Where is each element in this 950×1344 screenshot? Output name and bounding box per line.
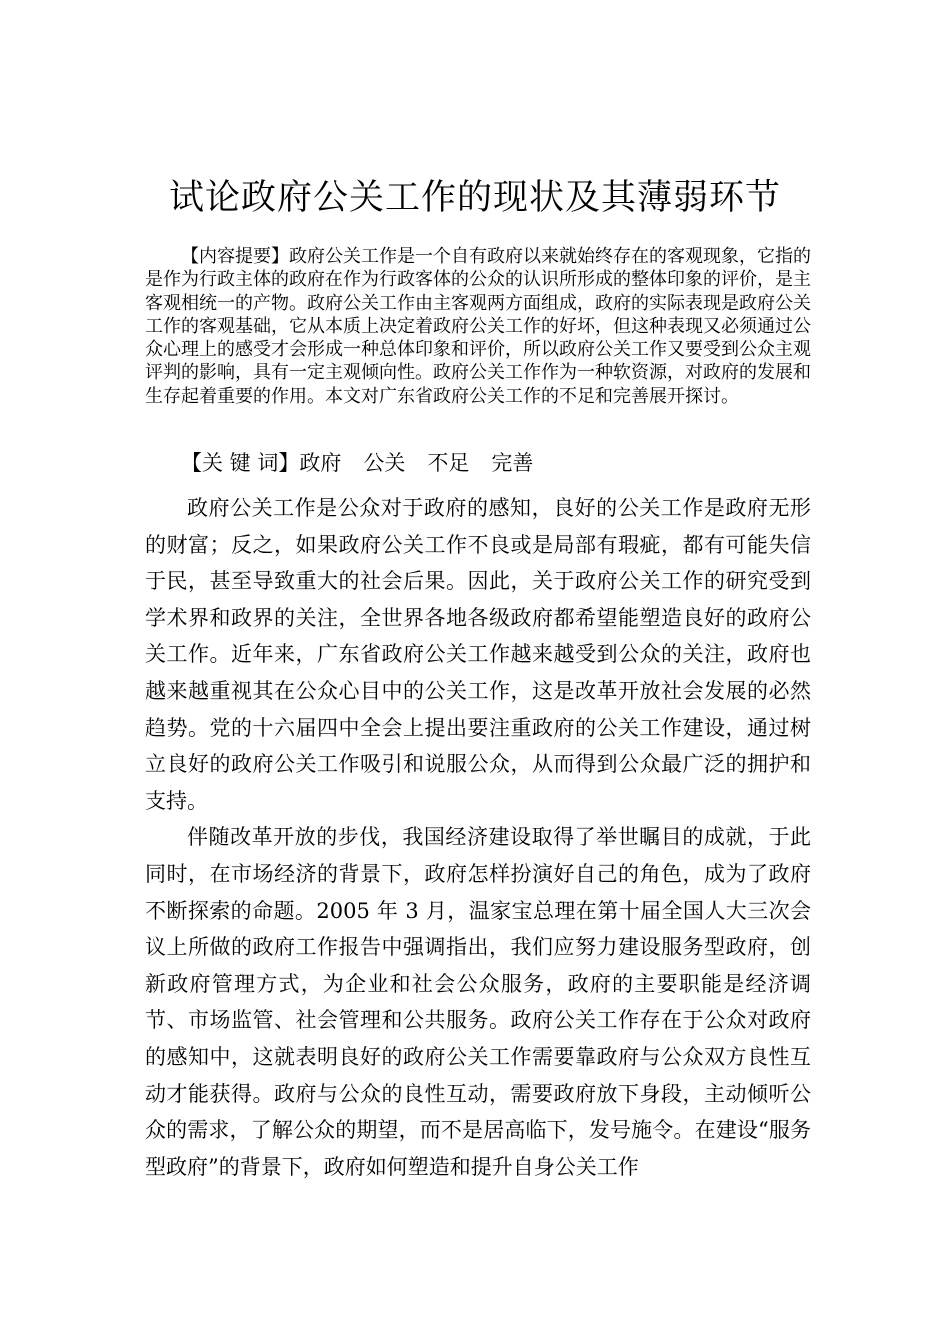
keywords-label: 【关 键 词】 (181, 451, 300, 475)
body-paragraph: 政府公关工作是公众对于政府的感知，良好的公关工作是政府无形的财富；反之，如果政府公关工作不良或是局部有瑕疵，都有可能失信于民，甚至导致重大的社会后果。因此，关于政府公关工作的研究受到学术界和政界的关注，全世界各地各级政府都希望能塑造良好的政府公关工作。近年来，广东省政府公关工作越来越受到公众的关注，政府也越来越重视其在公众心目中的公关工作，这是改革开放社会发展的必然趋势。党的十六届四中全会上提出要注重政府的公关工作建设，通过树立良好的政府公关工作吸引和说服公众，从而得到公众最广泛的拥护和支持。 (145, 496, 811, 813)
document-body (145, 490, 811, 1185)
abstract-paragraph: 【内容提要】政府公关工作是一个自有政府以来就始终存在的客观现象，它指的是作为行政主体的政府在作为行政客体的公众的认识所形成的整体印象的评价，是主客观相统一的产物。政府公关工作由主客观两方面组成，政府的实际表现是政府公关工作的客观基础，它从本质上决定着政府公关工作的好坏，但这种表现又必须通过公众心理上的感受才会形成一种总体印象和评价，所以政府公关工作又要受到公众主观评判的影响，具有一定主观倾向性。政府公关工作作为一种软资源，对政府的发展和生存起着重要的作用。本文对广东省政府公关工作的不足和完善展开探讨。 (145, 246, 811, 407)
keywords-line (145, 448, 811, 478)
keyword: 公关 (363, 451, 406, 475)
keyword: 政府 (299, 451, 342, 475)
body-paragraph: 伴随改革开放的步伐，我国经济建设取得了举世瞩目的成就，于此同时，在市场经济的背景下，政府怎样扮演好自己的角色，成为了政府不断探索的命题。2005 年 3 月，温家宝总理在第十届全国人大三次会议上所做的政府工作报告中强调指出，我们应努力建设服务型政府，创新政府管理方式，为企业和社会公众服务，政府的主要职能是经济调节、市场监管、社会管理和公共服务。政府公关工作存在于公众对政府的感知中，这就表明良好的政府公关工作需要靠政府与公众双方良性互动才能获得。政府与公众的良性互动，需要政府放下身段，主动倾听公众的需求，了解公众的期望，而不是居高临下，发号施令。在建设“服务型政府”的背景下，政府如何塑造和提升自身公关工作 (145, 825, 811, 1179)
keyword: 不足 (427, 451, 470, 475)
document-title: 试论政府公关工作的现状及其薄弱环节 (168, 178, 781, 218)
keyword: 完善 (491, 451, 534, 475)
